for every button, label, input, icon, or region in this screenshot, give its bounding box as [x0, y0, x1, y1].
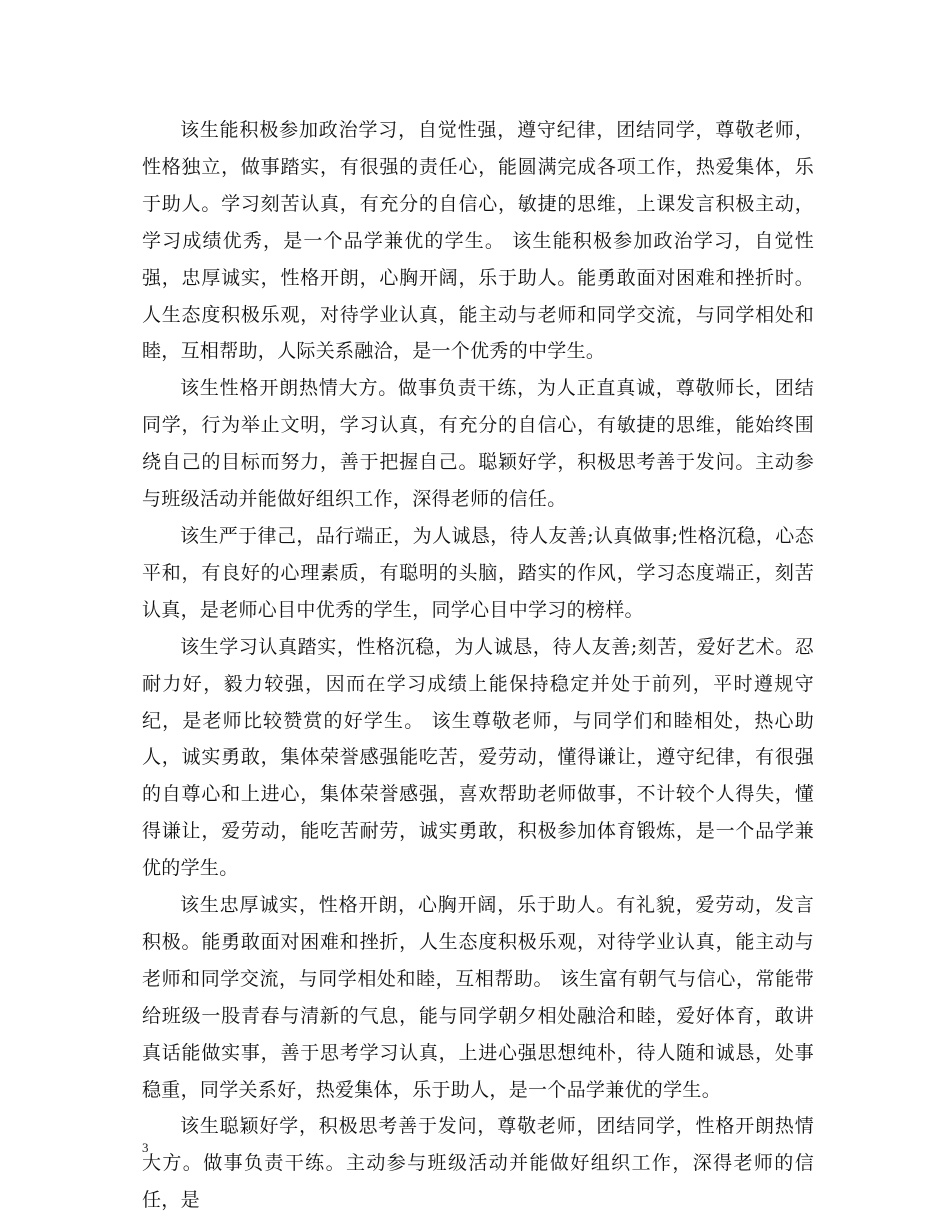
paragraph-3: 该生严于律己，品行端正，为人诚恳，待人友善;认真做事;性格沉稳，心态平和，有良好的心理素质，有聪明的头脑，踏实的作风，学习态度端正，刻苦认真，是老师心目中优秀的学生，同学心目中学习的榜样。	[142, 524, 814, 621]
paragraph-6: 该生聪颖好学，积极思考善于发问，尊敬老师，团结同学，性格开朗热情大方。做事负责干练。主动参与班级活动并能做好组织工作，深得老师的信任，是	[142, 1115, 814, 1212]
document-body	[142, 112, 814, 1219]
paragraph-4: 该生学习认真踏实，性格沉稳，为人诚恳，待人友善;刻苦，爱好艺术。忍耐力好，毅力较强，因而在学习成绩上能保持稳定并处于前列，平时遵规守纪，是老师比较赞赏的好学生。 该生尊敬老师，与同学们和睦相处，热心助人，诚实勇敢，集体荣誉感强能吃苦，爱劳动，懂得谦让，遵守纪律，有很强的自尊心和上进心，集体荣誉感强，喜欢帮助老师做事，不计较个人得失，懂得谦让，爱劳动，能吃苦耐劳，诚实勇敢，积极参加体育锻炼，是一个品学兼优的学生。	[142, 635, 814, 880]
paragraph-5: 该生忠厚诚实，性格开朗，心胸开阔，乐于助人。有礼貌，爱劳动，发言积极。能勇敢面对困难和挫折，人生态度积极乐观，对待学业认真，能主动与老师和同学交流，与同学相处和睦，互相帮助。 该生富有朝气与信心，常能带给班级一股青春与清新的气息，能与同学朝夕相处融洽和睦，爱好体育，敢讲真话能做实事，善于思考学习认真，上进心强思想纯朴，待人随和诚恳，处事稳重，同学关系好，热爱集体，乐于助人，是一个品学兼优的学生。	[142, 894, 814, 1101]
paragraph-2: 该生性格开朗热情大方。做事负责干练，为人正直真诚，尊敬师长，团结同学，行为举止文明，学习认真，有充分的自信心，有敏捷的思维，能始终围绕自己的目标而努力，善于把握自己。聪颖好学，积极思考善于发问。主动参与班级活动并能做好组织工作，深得老师的信任。	[142, 377, 814, 511]
page-number: 3	[142, 1140, 149, 1155]
paragraph-1: 该生能积极参加政治学习，自觉性强，遵守纪律，团结同学，尊敬老师，性格独立，做事踏实，有很强的责任心，能圆满完成各项工作，热爱集体，乐于助人。学习刻苦认真，有充分的自信心，敏捷的思维，上课发言积极主动，学习成绩优秀，是一个品学兼优的学生。 该生能积极参加政治学习，自觉性强，忠厚诚实，性格开朗，心胸开阔，乐于助人。能勇敢面对困难和挫折时。人生态度积极乐观，对待学业认真，能主动与老师和同学交流，与同学相处和睦，互相帮助，人际关系融洽，是一个优秀的中学生。	[142, 119, 814, 363]
